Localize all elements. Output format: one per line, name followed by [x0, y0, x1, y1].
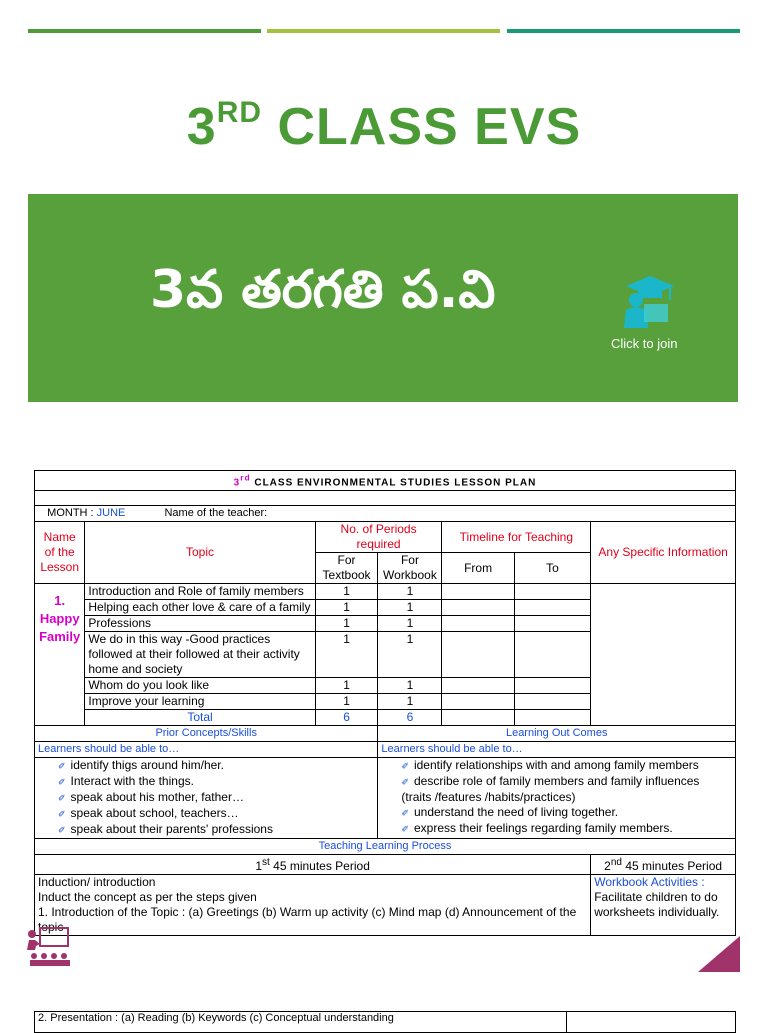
total-to	[514, 710, 591, 726]
prior-concepts-header: Prior Concepts/Skills	[35, 726, 378, 742]
wb-cell: 1	[378, 694, 442, 710]
corner-triangle	[698, 936, 740, 972]
prior-lead: Learners should be able to…	[35, 742, 378, 758]
list-item: ✐ describe role of family members and family influences (traits /features /habits/practices)	[401, 774, 732, 805]
lesson-plan-table	[34, 470, 736, 936]
col-info-header: Any Specific Information	[591, 522, 736, 584]
title-sup: RD	[216, 96, 263, 129]
total-label: Total	[85, 710, 315, 726]
wb-cell: 1	[378, 616, 442, 632]
tlp-header: Teaching Learning Process	[35, 839, 736, 855]
induction-cell	[35, 875, 591, 936]
topic-cell: Whom do you look like	[85, 678, 315, 694]
teacher-graduate-icon[interactable]	[616, 270, 676, 330]
header-num: 3	[233, 477, 241, 489]
period2-num: 2	[604, 859, 611, 874]
from-cell	[442, 600, 514, 616]
col-periods-header: No. of Periods required	[315, 522, 442, 553]
top-accent-bar-1	[28, 29, 261, 33]
wb-cell: 1	[378, 678, 442, 694]
prior-list	[38, 758, 374, 838]
topic-cell: We do in this way -Good practices followed at their followed at their activity home and society	[85, 632, 315, 678]
tb-cell: 1	[315, 694, 378, 710]
total-wb: 6	[378, 710, 442, 726]
to-cell	[514, 584, 591, 600]
period2-rest: 45 minutes Period	[621, 859, 723, 874]
tb-cell: 1	[315, 616, 378, 632]
from-cell	[442, 678, 514, 694]
list-item: ✐ Interact with the things.	[58, 774, 374, 790]
col-topic-header: Topic	[85, 522, 315, 584]
topic-cell: Improve your learning	[85, 694, 315, 710]
outcome-list-cell	[378, 758, 736, 839]
header-sup: rd	[240, 473, 251, 483]
plan-header	[35, 471, 736, 491]
period1-num: 1	[255, 859, 263, 874]
from-cell	[442, 616, 514, 632]
list-item: ✐ understand the need of living together.	[401, 805, 732, 821]
blank-row	[35, 491, 736, 506]
learning-outcomes-header: Learning Out Comes	[378, 726, 736, 742]
induction-line: Induct the concept as per the steps given	[38, 890, 257, 905]
outcome-list	[381, 758, 732, 837]
presentation-side-cell	[567, 1012, 736, 1033]
list-item: ✐ speak about his mother, father…	[58, 790, 374, 806]
wb-cell: 1	[378, 584, 442, 600]
top-accent-bar-3	[507, 29, 740, 33]
prior-list-cell	[35, 758, 378, 839]
wb-cell: 1	[378, 632, 442, 678]
tb-cell: 1	[315, 600, 378, 616]
tb-cell: 1	[315, 632, 378, 678]
topic-cell: Professions	[85, 616, 315, 632]
wb-cell: 1	[378, 600, 442, 616]
col-to-header: To	[514, 553, 591, 584]
period1-rest: 45 minutes Period	[269, 859, 370, 874]
list-item: ✐ express their feelings regarding family members.	[401, 821, 732, 837]
total-from	[442, 710, 514, 726]
workbook-text: Facilitate children to do worksheets individually.	[594, 890, 720, 920]
from-cell	[442, 584, 514, 600]
teacher-label: Name of the teacher:	[164, 507, 268, 520]
header-rest: CLASS ENVIRONMENTAL STUDIES LESSON PLAN	[250, 477, 537, 489]
lesson-plan-continued-table	[34, 1011, 736, 1033]
presentation-line: 2. Presentation : (a) Reading (b) Keywords (c) Conceptual understanding	[35, 1012, 567, 1033]
slide-title	[0, 96, 768, 157]
induction-line: 1. Introduction of the Topic : (a) Greetings (b) Warm up activity (c) Mind map (d) Announcement of the topic	[38, 905, 577, 935]
workbook-cell	[591, 875, 736, 936]
induction-line: Induction/ introduction	[38, 875, 156, 890]
col-from-header: From	[442, 553, 514, 584]
telugu-title: 3వ తరగతి ప.వి	[150, 260, 496, 320]
list-item: ✐ speak about school, teachers…	[58, 806, 374, 822]
period1-sup: st	[262, 857, 270, 869]
month-row	[35, 506, 736, 522]
month-label: MONTH :	[47, 507, 97, 520]
title-banner	[28, 194, 738, 402]
list-item: ✐ identify relationships with and among family members	[401, 758, 732, 774]
outcome-lead: Learners should be able to…	[378, 742, 736, 758]
period1-header	[35, 855, 591, 875]
topic-cell: Helping each other love & care of a family	[85, 600, 315, 616]
month-value: JUNE	[96, 507, 126, 520]
from-cell	[442, 632, 514, 678]
to-cell	[514, 600, 591, 616]
period2-sup: nd	[610, 857, 622, 869]
tb-cell: 1	[315, 584, 378, 600]
topic-cell: Introduction and Role of family members	[85, 584, 315, 600]
col-timeline-header: Timeline for Teaching	[442, 522, 591, 553]
to-cell	[514, 678, 591, 694]
period2-header	[591, 855, 736, 875]
col-workbook-header: For Workbook	[378, 553, 442, 584]
to-cell	[514, 632, 591, 678]
info-cell	[591, 584, 736, 726]
workbook-title: Workbook Activities :	[594, 875, 705, 890]
tb-cell: 1	[315, 678, 378, 694]
to-cell	[514, 616, 591, 632]
to-cell	[514, 694, 591, 710]
col-textbook-header: For Textbook	[315, 553, 378, 584]
title-prefix: 3	[186, 98, 217, 156]
title-suffix: CLASS EVS	[262, 98, 582, 156]
total-tb: 6	[315, 710, 378, 726]
lesson-name: 1. Happy Family	[35, 584, 85, 726]
col-name-header: Name of the Lesson	[35, 522, 85, 584]
list-item: ✐ identify thigs around him/her.	[58, 758, 374, 774]
classroom-teacher-icon	[22, 926, 72, 968]
list-item: ✐ speak about their parents' professions	[58, 822, 374, 838]
top-accent-bar-2	[267, 29, 500, 33]
from-cell	[442, 694, 514, 710]
click-to-join-link[interactable]: Click to join	[611, 336, 678, 351]
